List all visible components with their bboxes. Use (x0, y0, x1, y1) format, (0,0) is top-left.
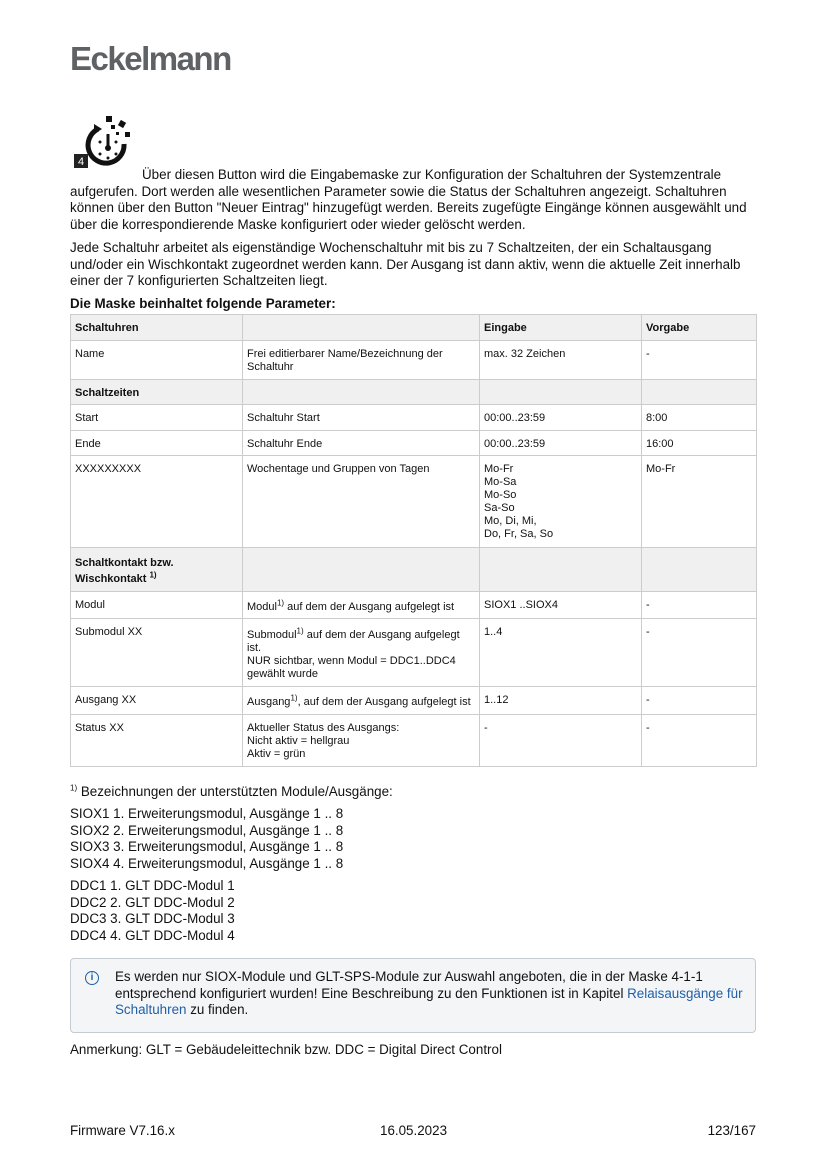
table-cell: 8:00 (642, 404, 757, 430)
content (70, 114, 760, 1059)
table-row (71, 686, 757, 714)
info-icon: i (85, 971, 99, 985)
table-cell: - (642, 714, 757, 766)
table-cell (642, 547, 757, 591)
table-row (71, 455, 757, 547)
table-cell (243, 547, 480, 591)
remark: Anmerkung: GLT = Gebäudeleittechnik bzw. DDC = Digital Direct Control (70, 1042, 502, 1057)
table-cell: Status XX (71, 714, 243, 766)
footer-date: 16.05.2023 (380, 1123, 448, 1138)
table-cell: Wochentage und Gruppen von Tagen (243, 455, 480, 547)
table-cell: 1..12 (480, 686, 642, 714)
table-cell (480, 547, 642, 591)
table-row (71, 714, 757, 766)
table-cell: SIOX1 ..SIOX4 (480, 591, 642, 618)
table-cell (480, 379, 642, 404)
table-cell: - (642, 618, 757, 686)
table-cell (243, 379, 480, 404)
footer-firmware: Firmware V7.16.x (70, 1123, 175, 1138)
table-row (71, 618, 757, 686)
info-note: i Es werden nur SIOX-Module und GLT-SPS-Module zur Auswahl angeboten, die in der Maske 4-1-1 entsprechend konfiguriert wurden! Eine Beschreibung zu den Funktionen ist in Kapitel Relaisausgänge für Schaltuhren zu finden. (70, 958, 756, 1033)
table-cell: Schaltkontakt bzw. Wischkontakt $^{1)}$ (71, 547, 243, 591)
table-cell: Frei editierbarer Name/Bezeichnung der Schaltuhr (243, 340, 480, 379)
table-row (71, 404, 757, 430)
table-cell: 1..4 (480, 618, 642, 686)
table-cell (642, 379, 757, 404)
table-cell: XXXXXXXXX (71, 455, 243, 547)
table-cell: Mo-Fr Mo-Sa Mo-So Sa-So Mo, Di, Mi, Do, Fr, Sa, So (480, 455, 642, 547)
timer-button-icon (72, 114, 138, 167)
table-cell: 00:00..23:59 (480, 430, 642, 455)
table-cell: - (642, 340, 757, 379)
table-cell: Submodul$^{1)}$ auf dem der Ausgang aufgelegt ist. NUR sichtbar, wenn Modul = DDC1..DDC4 gewählt wurde (243, 618, 480, 686)
table-cell: Ende (71, 430, 243, 455)
table-cell: Schaltuhren (71, 314, 243, 340)
table-cell: Schaltuhr Start (243, 404, 480, 430)
table-row (71, 430, 757, 455)
table-cell: max. 32 Zeichen (480, 340, 642, 379)
table-section-row (71, 379, 757, 404)
table-cell: Start (71, 404, 243, 430)
table-row (71, 340, 757, 379)
table-cell: Aktueller Status des Ausgangs: Nicht aktiv = hellgrau Aktiv = grün (243, 714, 480, 766)
eckelmann-logo: Eckelmann (70, 40, 231, 77)
table-section-row (71, 547, 757, 591)
table-cell: 00:00..23:59 (480, 404, 642, 430)
footer-page: 123/167 (707, 1123, 756, 1138)
siox-list: SIOX1 1. Erweiterungsmodul, Ausgänge 1 .. 8 SIOX2 2. Erweiterungsmodul, Ausgänge 1 .. 8 SIOX3 3. Erweiterungsmodul, Ausgänge 1 .. 8 SIOX4 4. Erweiterungsmodul, Ausgänge 1 .. 8 (70, 806, 344, 871)
table-cell: Schaltuhr Ende (243, 430, 480, 455)
intro-paragraph: Über diesen Button wird die Eingabemaske zur Konfiguration der Schaltuhren der Systemzentrale aufgerufen. Dort werden alle wesentlichen Parameter sowie die Status der Schaltuhren angezeigt. Schaltuhren können über den Button "Neuer Eintrag" hinzugefügt werden. Bereits zugefügte Eingänge können ausgewählt und über die korrespondierende Maske konfiguriert oder wieder gelöscht werden. (70, 167, 747, 232)
parameter-table (70, 314, 757, 767)
table-cell: Modul (71, 591, 243, 618)
icon-badge: 4 (77, 156, 85, 168)
table-cell: Ausgang XX (71, 686, 243, 714)
table-cell: - (480, 714, 642, 766)
table-cell: Submodul XX (71, 618, 243, 686)
table-cell: Name (71, 340, 243, 379)
table-cell (243, 314, 480, 340)
table-cell: Vorgabe (642, 314, 757, 340)
table-cell: Eingabe (480, 314, 642, 340)
footnote: $^{1)}$ Bezeichnungen der unterstützten Module/Ausgänge: (70, 783, 393, 799)
description-paragraph: Jede Schaltuhr arbeitet als eigenständige Wochenschaltuhr mit bis zu 7 Schaltzeiten, der ein Schaltausgang und/oder ein Wischkontakt zugeordnet werden kann. Der Ausgang ist dann aktiv, wenn die aktuelle Zeit innerhalb einer der 7 konfigurierten Schaltzeiten liegt. (70, 240, 741, 288)
relaisausgaenge-link[interactable]: Relaisausgänge für Schaltuhren (115, 985, 743, 1017)
table-cell: Ausgang$^{1)}$, auf dem der Ausgang aufgelegt ist (243, 686, 480, 714)
table-cell: - (642, 591, 757, 618)
table-cell: Schaltzeiten (71, 379, 243, 404)
table-cell: Mo-Fr (642, 455, 757, 547)
ddc-list: DDC1 1. GLT DDC-Modul 1 DDC2 2. GLT DDC-Modul 2 DDC3 3. GLT DDC-Modul 3 DDC4 4. GLT DDC-Modul 4 (70, 878, 235, 943)
table-header-row (71, 314, 757, 340)
table-cell: Modul$^{1)}$ auf dem der Ausgang aufgelegt ist (243, 591, 480, 618)
table-cell: - (642, 686, 757, 714)
table-cell: 16:00 (642, 430, 757, 455)
table-row (71, 591, 757, 618)
parameters-heading: Die Maske beinhaltet folgende Parameter: (70, 295, 336, 311)
